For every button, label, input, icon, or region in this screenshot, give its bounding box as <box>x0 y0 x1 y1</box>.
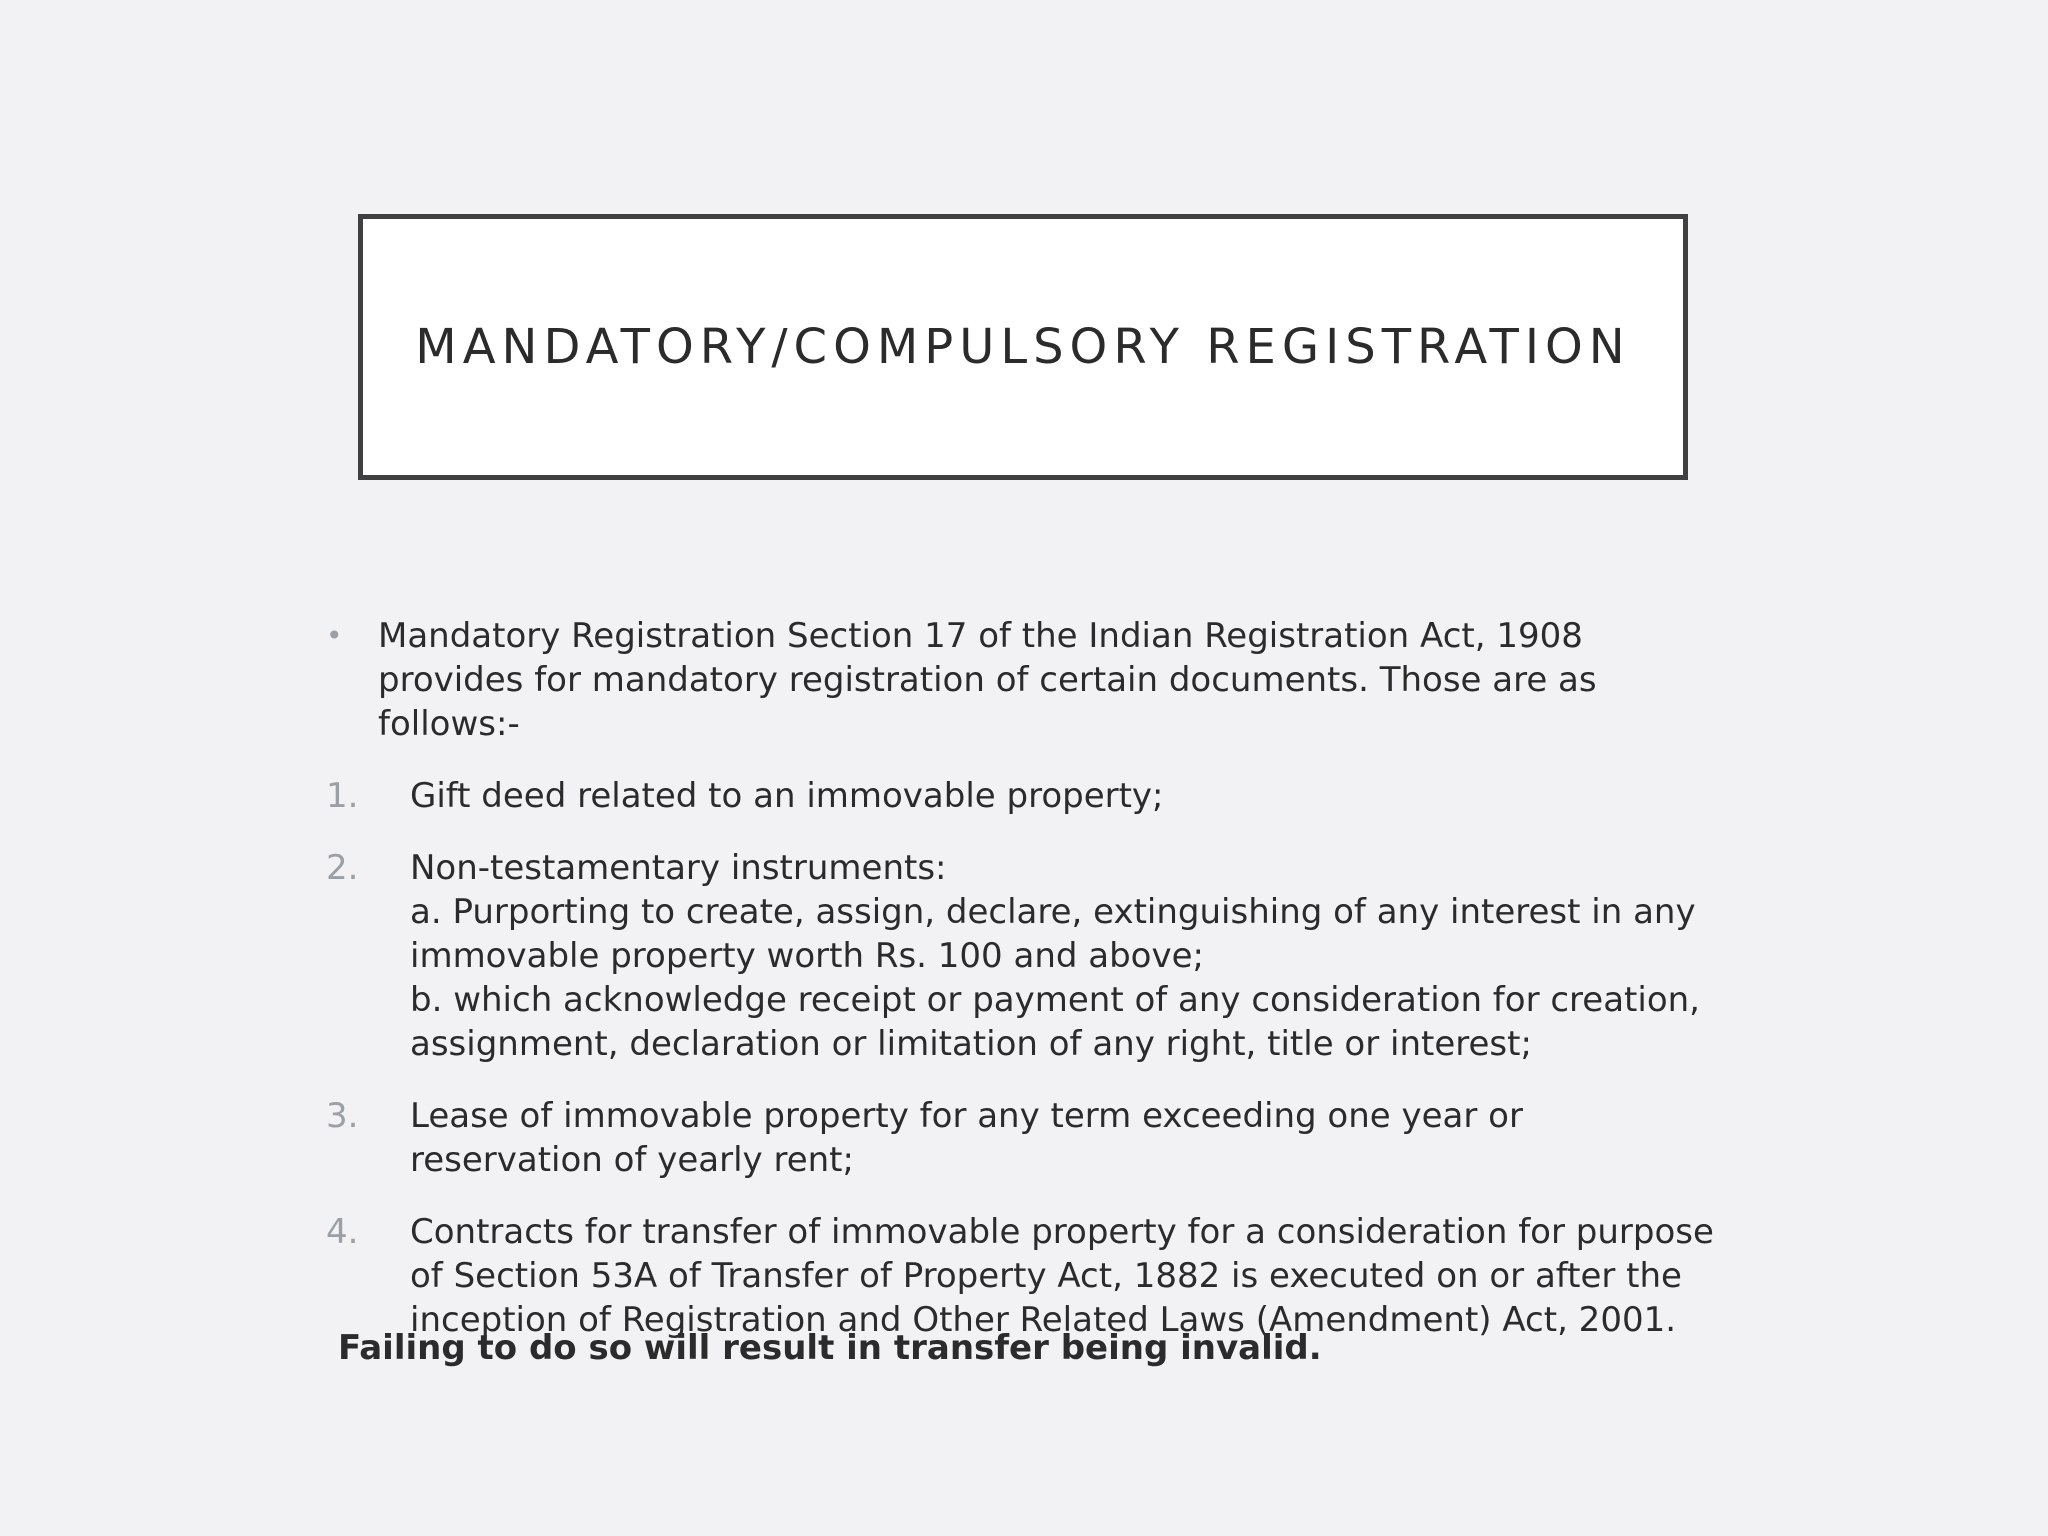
list-number: 1. <box>326 776 359 816</box>
list-subitem-b: b. which acknowledge receipt or payment of any consideration for creation, assignment, declaration or limitation of any right, title or interest; <box>410 980 1700 1064</box>
intro-bullet <box>326 614 1726 746</box>
list-item-2 <box>326 846 1726 1066</box>
list-item-4 <box>326 1210 1726 1342</box>
list-item-text: Non-testamentary instruments: <box>410 848 947 888</box>
list-subitem-a: a. Purporting to create, assign, declare, extinguishing of any interest in any immovable property worth Rs. 100 and above; <box>410 892 1696 976</box>
bullet-icon: • <box>326 619 343 652</box>
list-item-text: Contracts for transfer of immovable property for a consideration for purpose of Section 53A of Transfer of Property Act, 1882 is executed on or after the inception of Registration and Other Related Laws (Amendment) Act, 2001. <box>410 1212 1714 1340</box>
list-number: 2. <box>326 848 359 888</box>
footer-note: Failing to do so will result in transfer being invalid. <box>338 1328 1322 1368</box>
list-item-text: Gift deed related to an immovable property; <box>410 776 1164 816</box>
list-item-text: Lease of immovable property for any term exceeding one year or reservation of yearly rent; <box>410 1096 1523 1180</box>
intro-text: Mandatory Registration Section 17 of the Indian Registration Act, 1908 provides for mandatory registration of certain documents. Those are as follows:- <box>378 616 1597 744</box>
list-number: 3. <box>326 1096 359 1136</box>
list-item-3 <box>326 1094 1726 1182</box>
list-number: 4. <box>326 1212 359 1252</box>
list-item-1 <box>326 774 1726 818</box>
title-box <box>358 214 1688 480</box>
content-area <box>326 614 1726 1370</box>
slide-title: MANDATORY/COMPULSORY REGISTRATION <box>415 319 1631 375</box>
